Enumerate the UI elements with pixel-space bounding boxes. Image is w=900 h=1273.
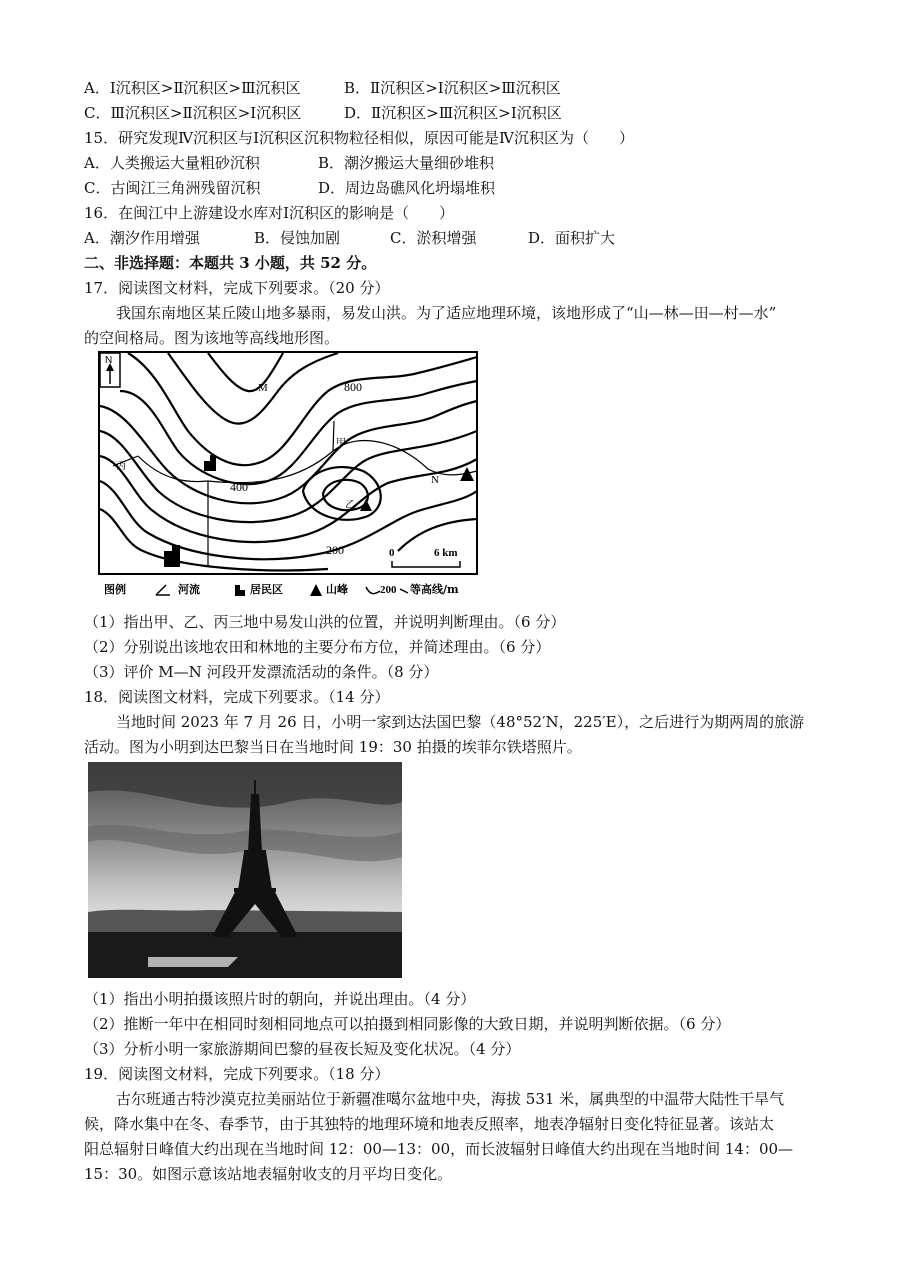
q15-option-b: B．潮汐搬运大量细砂堆积 — [318, 154, 495, 172]
contour-label-200: 200 — [326, 543, 344, 557]
map-label-yi: 乙 — [345, 500, 355, 511]
q14-option-b: B．Ⅱ沉积区>Ⅰ沉积区>Ⅲ沉积区 — [344, 79, 561, 97]
legend-settlement-icon — [235, 585, 245, 596]
legend-river-icon — [156, 585, 170, 595]
q14-option-c: C．Ⅲ沉积区>Ⅱ沉积区>Ⅰ沉积区 — [84, 104, 302, 122]
scale-start: 0 — [389, 547, 395, 559]
q14-option-a: A．Ⅰ沉积区>Ⅱ沉积区>Ⅲ沉积区 — [84, 79, 301, 97]
q17-sub-1: （1）指出甲、乙、丙三地中易发山洪的位置，并说明判断理由。（6 分） — [84, 613, 566, 631]
q19-line-2: 候，降水集中在冬、春季节，由于其独特的地理环境和地表反照率，地表净辐射日变化特征显著。该站太 — [84, 1115, 775, 1133]
eiffel-tower-image — [88, 762, 402, 978]
legend-settlement-label: 居民区 — [250, 583, 283, 596]
q18-para-1: 当地时间 2023 年 7 月 26 日，小明一家到达法国巴黎（48°52′N，225′E），之后进行为期两周的旅游 — [116, 713, 805, 731]
q19-line-3: 阳总辐射日峰值大约出现在当地时间 12：00—13：00，而长波辐射日峰值大约出现在当地时间 14：00— — [84, 1140, 794, 1158]
q16-option-a: A．潮汐作用增强 — [84, 229, 200, 247]
q19-line-1: 古尔班通古特沙漠克拉美丽站位于新疆准噶尔盆地中央，海拔 531 米，属典型的中温带大陆性干旱气 — [116, 1090, 785, 1108]
contour-map — [98, 351, 478, 603]
q15-option-c: C．古闽江三角洲残留沉积 — [84, 179, 261, 197]
scale-end: 6 km — [434, 547, 458, 559]
legend-contour-label: 等高线/m — [410, 583, 459, 596]
legend-title: 图例 — [104, 583, 126, 596]
contour-label-800: 800 — [344, 380, 362, 394]
q17-para-2: 的空间格局。图为该地等高线地形图。 — [84, 329, 340, 347]
q15-option-d: D．周边岛礁风化坍塌堆积 — [318, 179, 496, 197]
legend-contour-tail-icon — [400, 589, 408, 593]
q19-line-4: 15：30。如图示意该站地表辐射收支的月平均日变化。 — [84, 1165, 453, 1183]
q16-option-c: C．淤积增强 — [390, 229, 477, 247]
legend-contour-value: 200 — [380, 584, 397, 596]
q16-stem: 16．在闽江中上游建设水库对Ⅰ沉积区的影响是（ ） — [84, 204, 455, 222]
map-label-n: N — [431, 474, 439, 486]
q17-sub-3: （3）评价 M—N 河段开发漂流活动的条件。（8 分） — [84, 663, 439, 681]
contour-label-400: 400 — [230, 480, 248, 494]
north-label: N — [105, 355, 113, 366]
q18-sub-3: （3）分析小明一家旅游期间巴黎的昼夜长短及变化状况。（4 分） — [84, 1040, 521, 1058]
q16-option-b: B．侵蚀加剧 — [254, 229, 341, 247]
q15-option-a: A．人类搬运大量粗砂沉积 — [84, 154, 260, 172]
section-heading: 二、非选择题：本题共 3 小题，共 52 分。 — [84, 254, 377, 272]
legend-river-label: 河流 — [178, 583, 200, 596]
q17-para-1: 我国东南地区某丘陵山地多暴雨，易发山洪。为了适应地理环境，该地形成了“山—林—田—村—水” — [116, 304, 777, 322]
map-label-m: M — [258, 382, 268, 394]
q17-stem: 17．阅读图文材料，完成下列要求。（20 分） — [84, 279, 390, 297]
q18-stem: 18．阅读图文材料，完成下列要求。（14 分） — [84, 688, 390, 706]
legend-peak-label: 山峰 — [326, 583, 348, 596]
legend-peak-icon — [310, 584, 322, 596]
q18-sub-1: （1）指出小明拍摄该照片时的朝向，并说出理由。（4 分） — [84, 990, 476, 1008]
q17-sub-2: （2）分别说出该地农田和林地的主要分布方位，并简述理由。（6 分） — [84, 638, 551, 656]
q18-sub-2: （2）推断一年中在相同时刻相同地点可以拍摄到相同影像的大致日期，并说明判断依据。（6 分） — [84, 1015, 731, 1033]
legend-contour-icon — [366, 587, 380, 594]
q15-stem: 15．研究发现Ⅳ沉积区与Ⅰ沉积区沉积物粒径相似，原因可能是Ⅳ沉积区为（ ） — [84, 129, 634, 147]
q14-option-d: D．Ⅱ沉积区>Ⅲ沉积区>Ⅰ沉积区 — [344, 104, 562, 122]
eiffel-tower-photo — [88, 762, 402, 978]
q16-option-d: D．面积扩大 — [528, 229, 616, 247]
map-label-bing: 丙 — [116, 461, 126, 472]
map-label-jia: 甲 — [336, 438, 346, 449]
q18-para-2: 活动。图为小明到达巴黎当日在当地时间 19：30 拍摄的埃菲尔铁塔照片。 — [84, 738, 582, 756]
q19-stem: 19．阅读图文材料，完成下列要求。（18 分） — [84, 1065, 390, 1083]
